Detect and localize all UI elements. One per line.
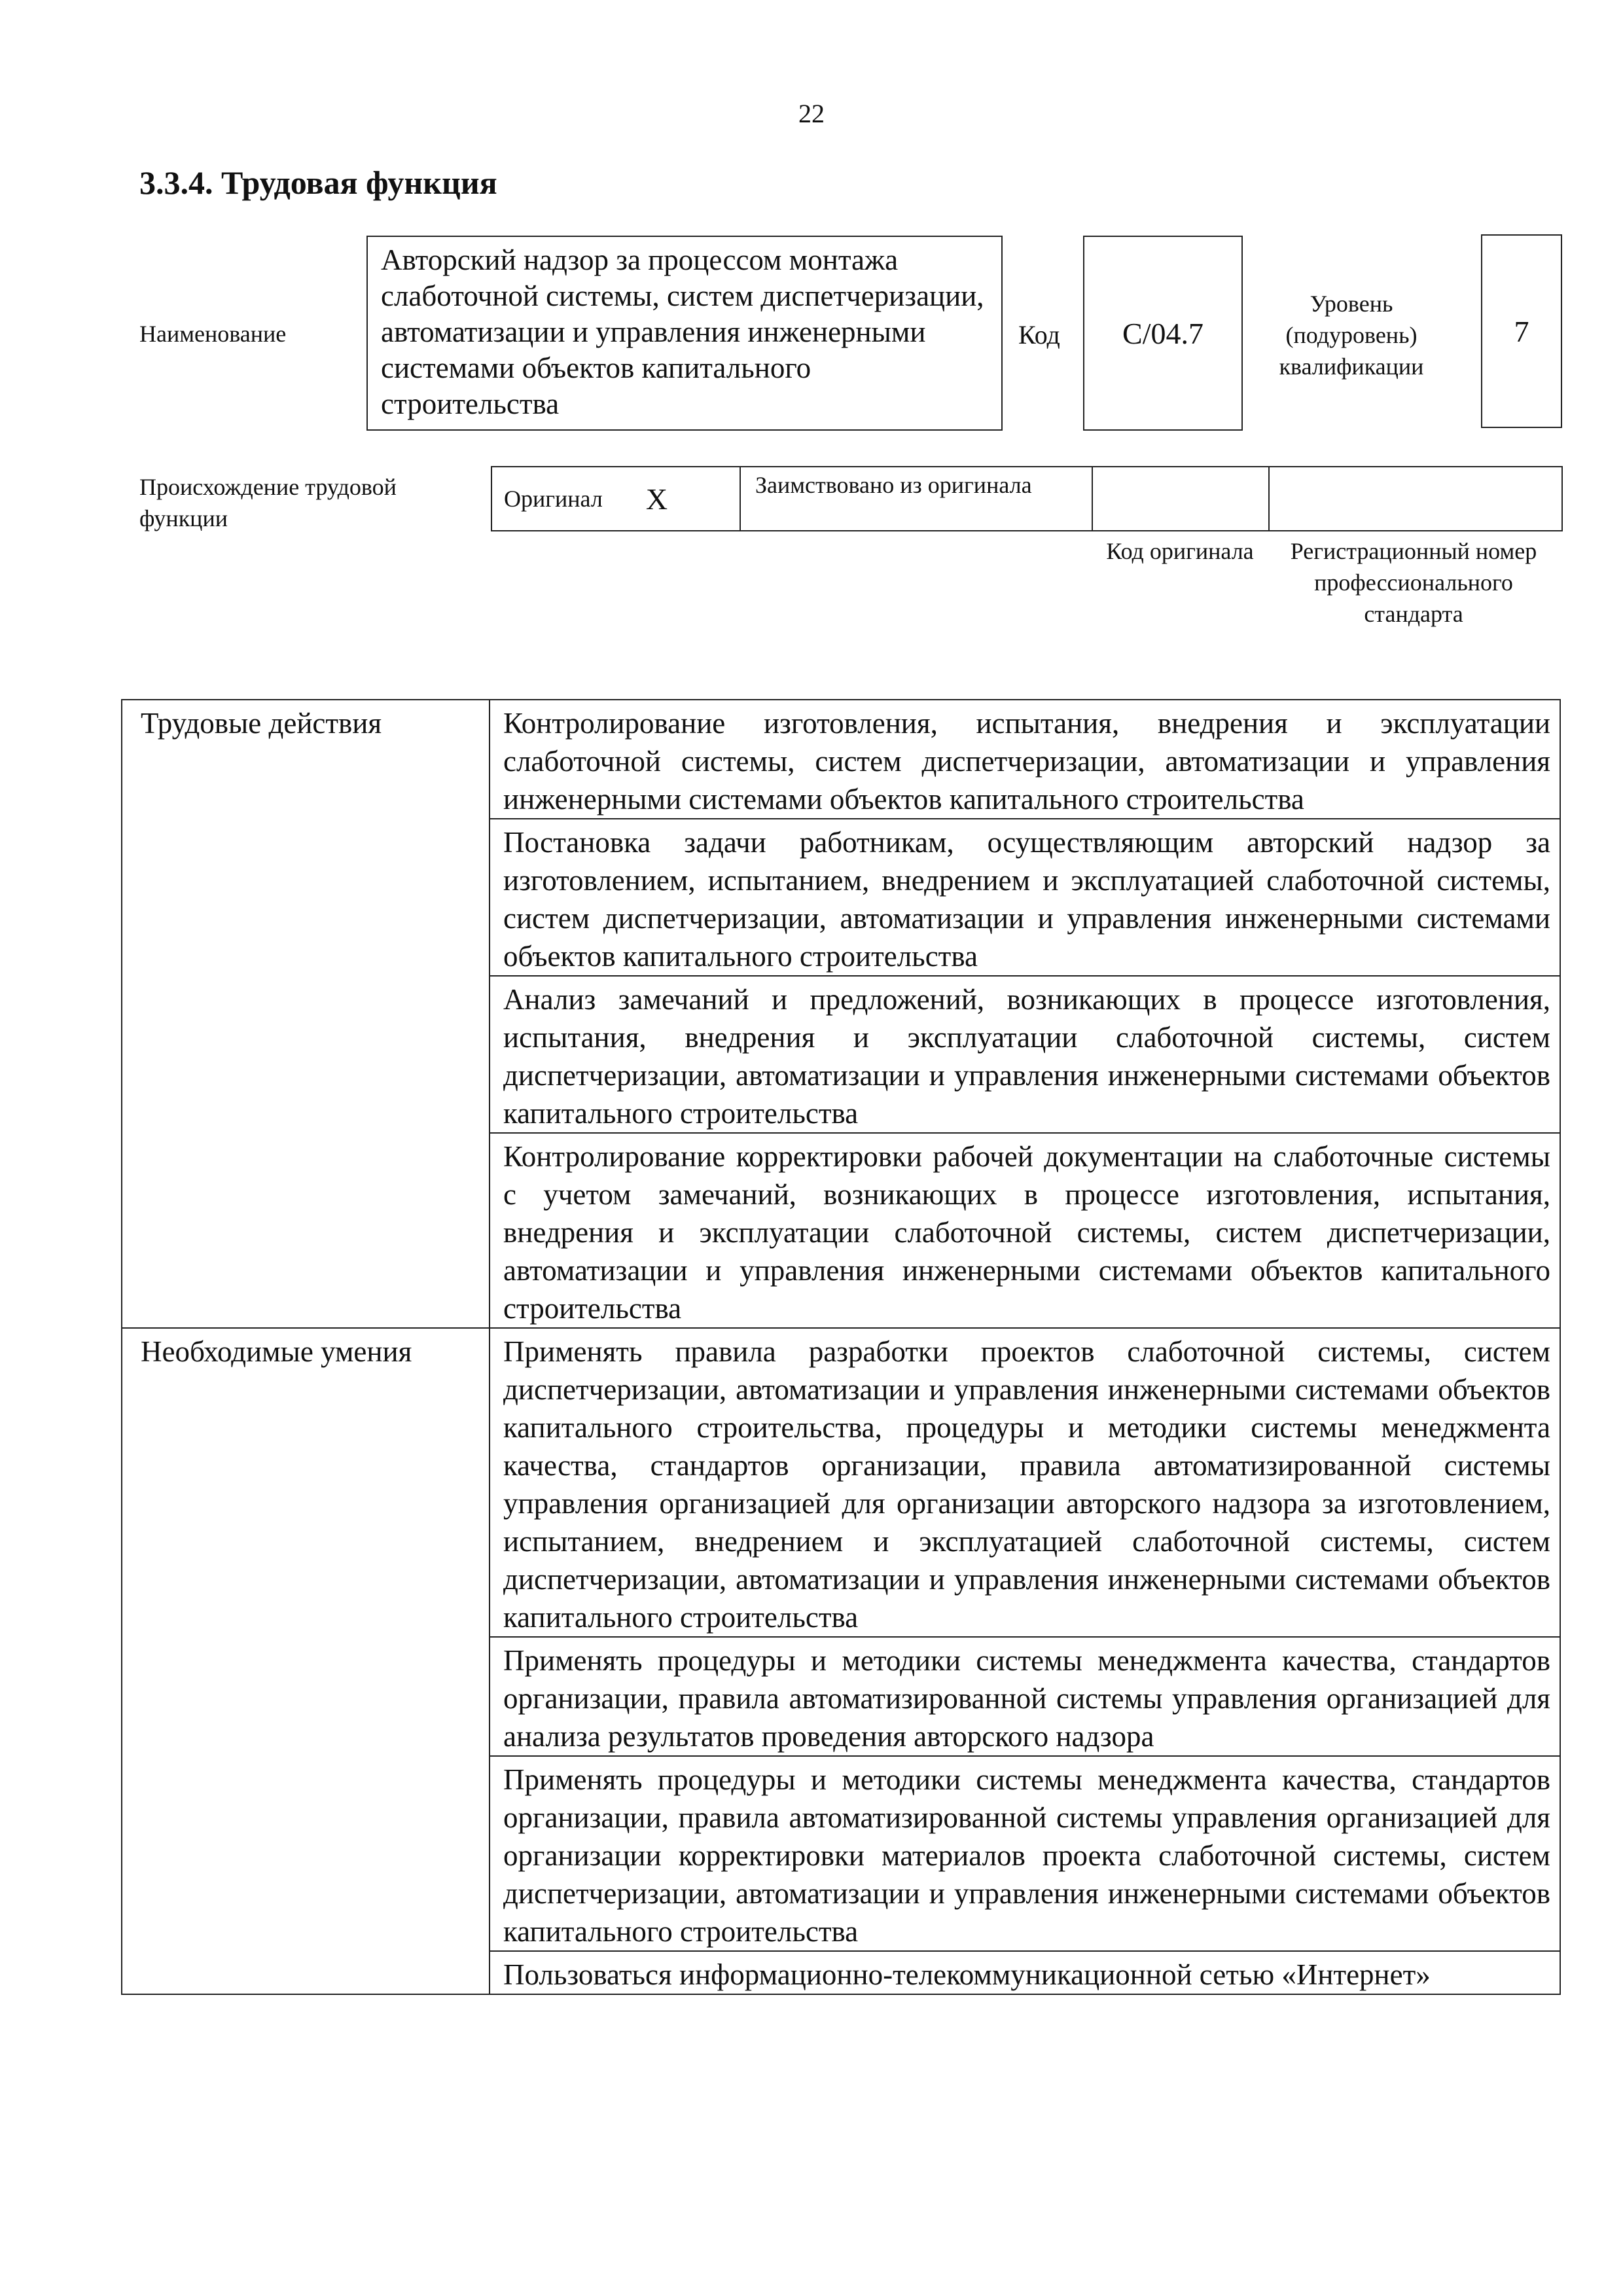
table-cell: Применять процедуры и методики системы менеджмента качества, стандартов организации, правила автоматизированной системы управления организацией для организации корректировки материалов проекта слаботочной системы, систем диспетчеризации, автоматизации и управления инженерными системами объектов капитального строительства [490, 1756, 1560, 1951]
registration-caption: Регистрационный номер профессионального стандарта [1290, 538, 1537, 627]
table-cell: Контролирование изготовления, испытания, внедрения и эксплуатации слаботочной системы, систем диспетчеризации, автоматизации и управления инженерными системами объектов капитального строительства [490, 700, 1560, 819]
section-heading: 3.3.4. Трудовая функция [139, 164, 497, 201]
table-cell: Применять процедуры и методики системы менеджмента качества, стандартов организации, правила автоматизированной системы управления организацией для анализа результатов проведения авторского надзора [490, 1637, 1560, 1756]
function-name-box: Авторский надзор за процессом монтажа слаботочной системы, систем диспетчеризации, автоматизации и управления инженерными системами объектов капитального строительства [366, 236, 1003, 431]
origin-label: Происхождение трудовой функции [139, 474, 397, 531]
section-title: Необходимые умения [122, 1328, 490, 1994]
registration-number-cell [1270, 467, 1561, 530]
table-cell: Постановка задачи работникам, осуществляющим авторский надзор за изготовлением, испытанием, внедрением и эксплуатацией слаботочной системы, систем диспетчеризации, автоматизации и управления инженерными системами объектов капитального строительства [490, 819, 1560, 976]
borrowed-label: Заимствовано из оригинала [741, 467, 1093, 530]
original-label: Оригинал [504, 486, 603, 512]
code-value: С/04.7 [1083, 236, 1243, 431]
table-cell: Анализ замечаний и предложений, возникающих в процессе изготовления, испытания, внедрения и эксплуатации слаботочной системы, систем диспетчеризации, автоматизации и управления инженерными системами объектов капитального строительства [490, 976, 1560, 1133]
origin-row [491, 466, 1563, 531]
table-cell: Пользоваться информационно-телекоммуникационной сетью «Интернет» [490, 1951, 1560, 1994]
table-row [122, 700, 1560, 819]
page-number: 22 [798, 99, 825, 128]
name-label: Наименование [139, 321, 287, 347]
original-mark: Х [645, 482, 668, 516]
table-cell: Контролирование корректировки рабочей документации на слаботочные системы с учетом замечаний, возникающих в процессе изготовления, испытания, внедрения и эксплуатации слаботочной системы, систем диспетчеризации, автоматизации и управления инженерными системами объектов капитального строительства [490, 1133, 1560, 1328]
table-row [122, 1328, 1560, 1637]
function-details-table [121, 699, 1561, 1995]
section-title: Трудовые действия [122, 700, 490, 1328]
original-cell [492, 467, 741, 530]
level-value: 7 [1481, 234, 1562, 428]
original-code-cell [1093, 467, 1270, 530]
table-cell: Применять правила разработки проектов слаботочной системы, систем диспетчеризации, автоматизации и управления инженерными системами объектов капитального строительства, процедуры и методики системы менеджмента качества, стандартов организации, правила автоматизированной системы управления организацией для организации авторского надзора за изготовлением, испытанием, внедрением и эксплуатацией слаботочной системы, систем диспетчеризации, автоматизации и управления инженерными системами объектов капитального строительства [490, 1328, 1560, 1637]
original-code-caption: Код оригинала [1106, 538, 1254, 564]
code-label: Код [1018, 320, 1060, 350]
level-label: Уровень (подуровень) квалификации [1279, 291, 1424, 380]
